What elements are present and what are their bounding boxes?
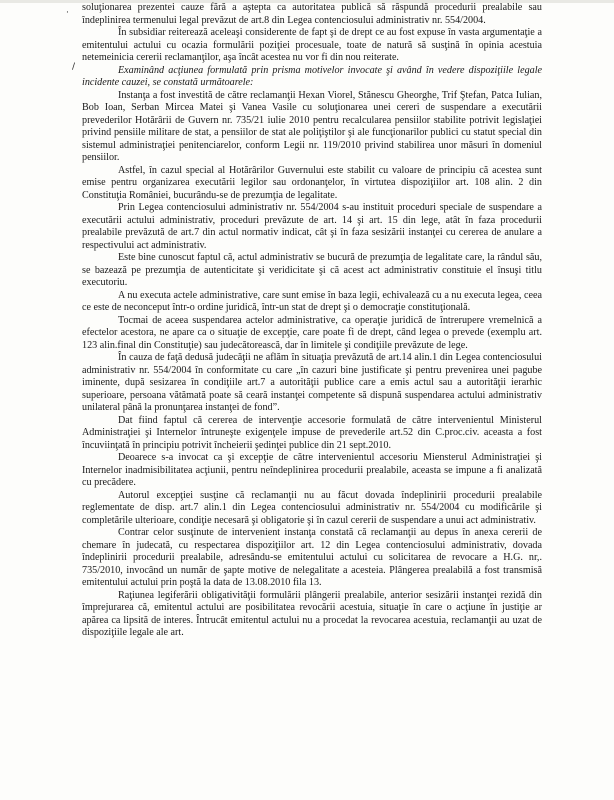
paragraph: Este bine cunoscut faptul că, actul administrativ se bucură de prezumţia de legalitate care, la rândul său, se bazează pe prezumţia de autenticitate şi veridicitate şi că acest act administrativ constituie el însuşi titlu executoriu. bbox=[82, 252, 542, 288]
paragraph: Contrar celor susţinute de intervenient instanţa constată că reclamanţii au depus în anexa cererii de chemare în judecată, cu respectarea dispoziţiilor art. 12 din Legea contenciosului administrativ, dovada îndeplinirii procedurii prealabile, adresându-se emitentului actului cu solicitarea de revocare a H.G. nr,. 735/2010, invocând un număr de şapte motive de nelegalitate a acesteia. Plângerea prealabilă a fost transmisă emitentului actului prin poştă la data de 13.08.2010 fila 13. bbox=[82, 527, 542, 588]
paragraph: A nu executa actele administrative, care sunt emise în baza legii, echivalează cu a nu executa legea, ceea ce este de neconceput într-o ordine juridică, într-un stat de drept şi o democraţie constituţională. bbox=[82, 289, 542, 313]
paragraph: Autorul excepţiei susţine că reclamanţii nu au făcut dovada îndeplinirii procedurii prealabile reglementate de disp. art.7 alin.1 din Legea contenciosului administrativ nr. 554/2004 cu modificările şi completările ulterioare, condiţie necesară şi obligatorie şi în cazul cererii de suspendare a unui act administrativ. bbox=[82, 489, 542, 526]
paragraph: Deoarece s-a invocat ca şi excepţie de către intervenientul accesoriu Miensterul Administraţiei şi Internelor inadmisibilitatea acţiunii, pentru neîndeplinirea procedurii prealabile, aceasta se impune a fi analizată cu precădere. bbox=[82, 452, 542, 488]
paragraph: soluţionarea prezentei cauze fără a aştepta ca autoritatea publică să răspundă procedurii prealabile sau îndeplinirea termenului legal prevăzut de art.8 din Legea contenciosului administrativ nr. 554/2004. bbox=[82, 2, 542, 26]
paragraph: Astfel, în cazul special al Hotărârilor Guvernului este stabilit cu valoare de principiu că acestea sunt emise pentru organizarea executării legilor sau ordonanţelor, în virtutea dispoziţiilor art. 108 alin. 2 din Constituţia României, bucurându-se de prezumţia de legalitate. bbox=[82, 164, 542, 201]
document-body bbox=[82, 2, 542, 640]
paragraph: În subsidiar reiterează aceleaşi considerente de fapt şi de drept ce au fost expuse în vasta argumentaţie a emitentului actului cu ocazia formulării poziţiei procesuale, toate de natură să susţină în opinia acestuia netemeinicia cererii reclamanţilor, aşa încât acestea nu vor fi din nou reiterate. bbox=[82, 27, 542, 63]
paragraph: Prin Legea contenciosului administrativ nr. 554/2004 s-au instituit proceduri speciale de suspendare a executării actului administrativ, proceduri prevăzute de art. 14 şi art. 15 din lege, atât în faza procedurii prealabile prevăzută de art.7 din actul normativ indicat, cât şi în faza sesizării instanţei cu cererea de anulare a respectivului act administrativ. bbox=[82, 202, 542, 251]
paragraph: Tocmai de aceea suspendarea actelor administrative, ca operaţie juridică de întrerupere vremelnică a efectelor acestora, ne apare ca o situaţie de excepţie, care poate fi de drept, când legea o prevede (exemplu art. 123 alin.final din Constituţie) sau judecătorească, dar în limitele şi condiţiile prevăzute de lege. bbox=[82, 314, 542, 351]
paragraph: Dat fiind faptul că cererea de intervenţie accesorie formulată de către intervenientul Ministerul Administraţiei şi Internelor întruneşte exigenţele impuse de prevederile art.52 din C.proc.civ. aceasta a fost încuviinţată în principiu potrivit încheierii şedinţei publice din 21 sept.2010. bbox=[82, 414, 542, 451]
paragraph: În cauza de faţă dedusă judecăţii ne aflăm în situaţia prevăzută de art.14 alin.1 din Legea contenciosului administrativ nr. 554/2004 în conformitate cu care „în cazuri bine justificate şi pentru prevenirea unei pagube iminente, după sesizarea în condiţiile art.7 a autorităţii publice care a emis actul sau a autorităţii ierarhic superioare, persoana vătămată poate să ceară instanţei competente să dispună suspendarea actului administrativ unilateral până la pronunţarea instanţei de fond”. bbox=[82, 352, 542, 413]
paragraph: Raţiunea legiferării obligativităţii formulării plângerii prealabile, anterior sesizării instanţei rezidă din împrejurarea că, emitentul actului are posibilitatea revocării acestuia, situaţie în care o acţiune în justiţie ar apărea ca lipsită de interes. Întrucât emitentul actului nu a procedat la revocarea acestuia, reclamanţii au uzat de dispoziţiile legale ale art. bbox=[82, 589, 542, 638]
paragraph: Instanţa a fost investită de către reclamanţii Hexan Viorel, Stănescu Gheorghe, Trif Ştefan, Patca Iulian, Bob Ioan, Serban Mircea Matei şi Vanea Vasile cu soluţionarea unei cereri de suspendare a executării prevederilor Hotărârii de Guvern nr. 735/21 iulie 2010 pentru recalcularea pensiilor stabilite potrivit legislaţiei privind pensiile militare de stat, a pensiilor de stat ale poliţiştilor şi ale funcţionarilor publici cu statut special din sistemul administraţiei penitenciarelor, conform Legii nr. 119/2010 privind stabilirea unor măsuri în domeniul pensiilor. bbox=[82, 89, 542, 163]
paragraph-heading-italic: Examinând acţiunea formulată prin prisma motivelor invocate şi având în vedere dispoziţiile legale incidente cauzei, se constată următoarele: bbox=[82, 64, 542, 88]
margin-mark: · bbox=[66, 8, 69, 18]
margin-mark: / bbox=[72, 62, 76, 72]
